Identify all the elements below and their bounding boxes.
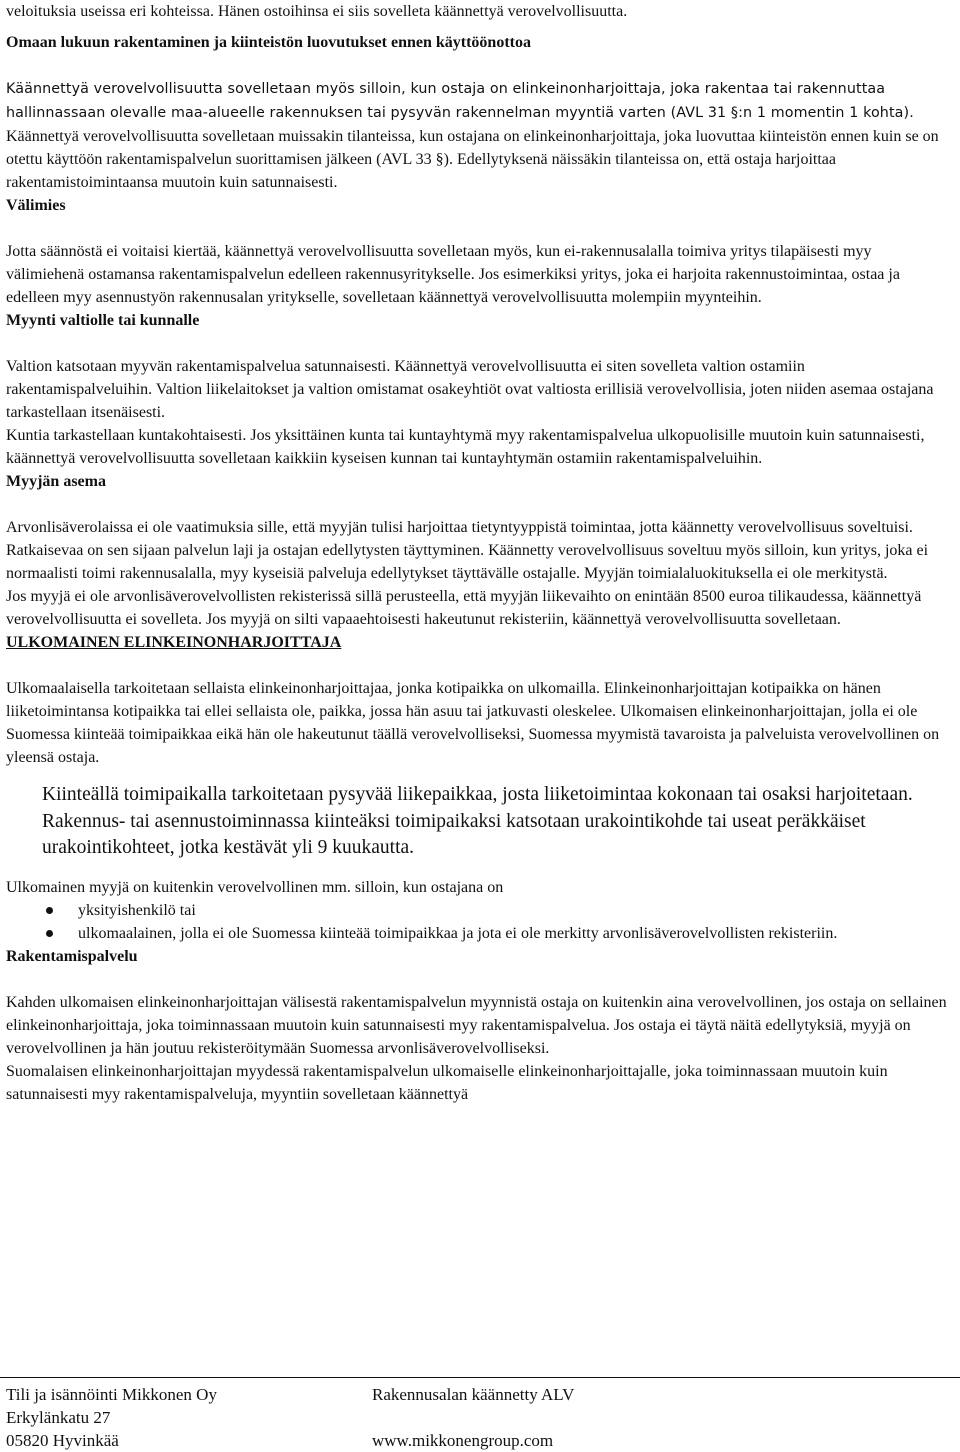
- footer-right: [372, 1383, 574, 1452]
- heading-myynti-valtiolle: Myynti valtiolle tai kunnalle: [6, 312, 200, 329]
- paragraph-list-intro: Ulkomainen myyjä on kuitenkin verovelvollinen mm. silloin, kun ostajana on: [6, 878, 504, 896]
- paragraph-myynti-1: Valtion katsotaan myyvän rakentamispalvelua satunnaisesti. Käännettyä verovelvollisuutta ei siten sovelleta valtion ostamiin rakentamispalveluihin. Valtion liikelaitokset ja valtion omistamat osakeyhtiöt ovat valtiosta erillisiä verovelvollisia, joten niiden asemaa ostajana tarkastellaan itsenäisesti.: [6, 358, 934, 421]
- paragraph-ulkomainen: Ulkomaalaisella tarkoitetaan sellaista elinkeinonharjoittajaa, jonka kotipaikka on ulkomailla. Elinkeinonharjoittajan kotipaikka on hänen liiketoimintansa kotipaikka tai ellei sellaista ole, paikka, jossa hän asuu tai jatkuvasti oleskelee. Ulkomaisen elinkeinonharjoittajan, jolla ei ole Suomessa kiinteää toimipaikkaa eikä hän ole hakeutunut täällä verovelvolliseksi, Suomessa myymistä tavaroista ja palveluista verovelvollinen on yleensä ostaja.: [6, 680, 940, 766]
- footer-city: 05820 Hyvinkää: [6, 1431, 119, 1450]
- footer-street: Erkylänkatu 27: [6, 1408, 111, 1427]
- paragraph-myyja-1: Arvonlisäverolaissa ei ole vaatimuksia sille, että myyjän tulisi harjoittaa tietyntyyppistä toimintaa, jotta käännetty verovelvollisuus soveltuisi. Ratkaisevaa on sen sijaan palvelun laji ja ostajan edellytysten täyttyminen. Käännetty verovelvollisuus soveltuu myös silloin, kun yritys, joka ei normaalisti toimi rakennusalalla, myy kyseisiä palveluja edellytykset täyttävälle ostajalle. Myyjän toimialaluokituksella ei ole merkitystä.: [6, 519, 929, 582]
- paragraph-top: veloituksia useissa eri kohteissa. Hänen ostoihinsa ei siis sovelleta käännettyä verovelvollisuutta.: [6, 3, 628, 20]
- paragraph-myynti-2: Kuntia tarkastellaan kuntakohtaisesti. Jos yksittäinen kunta tai kuntayhtymä myy rakentamispalvelua ulkopuolisille muutoin kuin satunnaisesti, käännettyä verovelvollisuutta sovelletaan kaikkiin kyseisen kunnan tai kuntayhtymän ostamiin rakentamispalveluihin.: [6, 427, 925, 467]
- heading-valimies: Välimies: [6, 197, 66, 214]
- footer-left: [6, 1383, 217, 1452]
- bullet-list: [6, 899, 950, 945]
- paragraph-kiintea-toimipaikka: Kiinteällä toimipaikalla tarkoitetaan pysyvää liikepaikkaa, josta liiketoimintaa kokonaan tai osaksi harjoitetaan. Rakennus- tai asennustoiminnassa kiinteäksi toimipaikaksi katsotaan urakointikohde tai useat peräkkäiset urakointikohteet, jotka kestävät yli 9 kuukautta.: [42, 784, 913, 858]
- footer-web: www.mikkonengroup.com: [372, 1431, 554, 1450]
- paragraph-rak-1: Kahden ulkomaisen elinkeinonharjoittajan välisestä rakentamispalvelun myynnistä ostaja on kuitenkin aina verovelvollinen, jos ostaja on sellainen elinkeinonharjoittaja, joka toiminnassaan muutoin kuin satunnaisesti myy rakentamispalvelua. Jos ostaja ei täytä näitä edellytyksiä, myyjä on verovelvollinen ja hän joutuu rekisteröitymään Suomessa arvonlisäverovelvolliseksi.: [6, 993, 947, 1057]
- paragraph-valimies: Jotta säännöstä ei voitaisi kiertää, käännettyä verovelvollisuutta sovelletaan myös, kun ei-rakennusalalla toimiva yritys tilapäisesti myy välimiehenä ostamansa rakentamispalvelun edelleen rakennusyritykselle. Jos esimerkiksi yritys, joka ei harjoita rakennustoimintaa, ostaa ja edelleen myy asennustyön rakennusalan yritykselle, sovelletaan käännettyä verovelvollisuutta molempiin myynteihin.: [6, 243, 900, 306]
- paragraph-rak-2: Suomalaisen elinkeinonharjoittajan myydessä rakentamispalvelun ulkomaiselle elinkeinonharjoittajalle, joka toiminnassaan muutoin kuin satunnaisesti myy rakentamispalveluja, myyntiin sovelletaan käännettyä: [6, 1062, 888, 1103]
- heading-rakentamispalvelu: Rakentamispalvelu: [6, 947, 138, 965]
- paragraph-omaan-lukuun-serif: Käännettyä verovelvollisuutta sovelletaan muissakin tilanteissa, kun ostajana on elinkeinonharjoittaja, joka luovuttaa kiinteistön ennen kuin se on otettu käyttöön rakentamispalvelun suorittamisen jälkeen (AVL 33 §). Edellytyksenä näissäkin tilanteissa on, että ostaja harjoittaa rakentamistoimintaansa muutoin kuin satunnaisesti.: [6, 128, 939, 191]
- heading-myyjan-asema: Myyjän asema: [6, 473, 106, 490]
- paragraph-myyja-2: Jos myyjä ei ole arvonlisäverovelvollisten rekisterissä sillä perusteella, että myyjän liikevaihto on enintään 8500 euroa tilikaudessa, käännettyä verovelvollisuutta ei sovelleta. Jos myyjä on silti vapaaehtoisesti hakeutunut rekisteriin, käännettyä verovelvollisuutta sovelletaan.: [6, 588, 922, 628]
- footer-title: Rakennusalan käännetty ALV: [372, 1385, 575, 1404]
- paragraph-omaan-lukuun: [6, 77, 950, 194]
- list-item: ulkomaalainen, jolla ei ole Suomessa kiinteää toimipaikkaa ja jota ei ole merkitty arvonlisäverovelvollisten rekisteriin.: [6, 922, 950, 945]
- footer-company: Tili ja isännöinti Mikkonen Oy: [6, 1385, 217, 1404]
- list-item: yksityishenkilö tai: [6, 899, 950, 922]
- document-page: [6, 0, 950, 1106]
- paragraph-omaan-lukuun-sans: Käännettyä verovelvollisuutta sovelletaan myös silloin, kun ostaja on elinkeinonharjoittaja, joka rakentaa tai rakennuttaa hallinnassaan olevalle maa-alueelle rakennuksen tai pysyvän rakennelman myyntiä varten (AVL 31 §:n 1 momentin 1 kohta).: [6, 81, 914, 121]
- heading-ulkomainen: ULKOMAINEN ELINKEINONHARJOITTAJA: [6, 634, 342, 651]
- heading-omaan-lukuun: Omaan lukuun rakentaminen ja kiinteistön luovutukset ennen käyttöönottoa: [6, 34, 531, 51]
- footer-divider: [0, 1377, 960, 1378]
